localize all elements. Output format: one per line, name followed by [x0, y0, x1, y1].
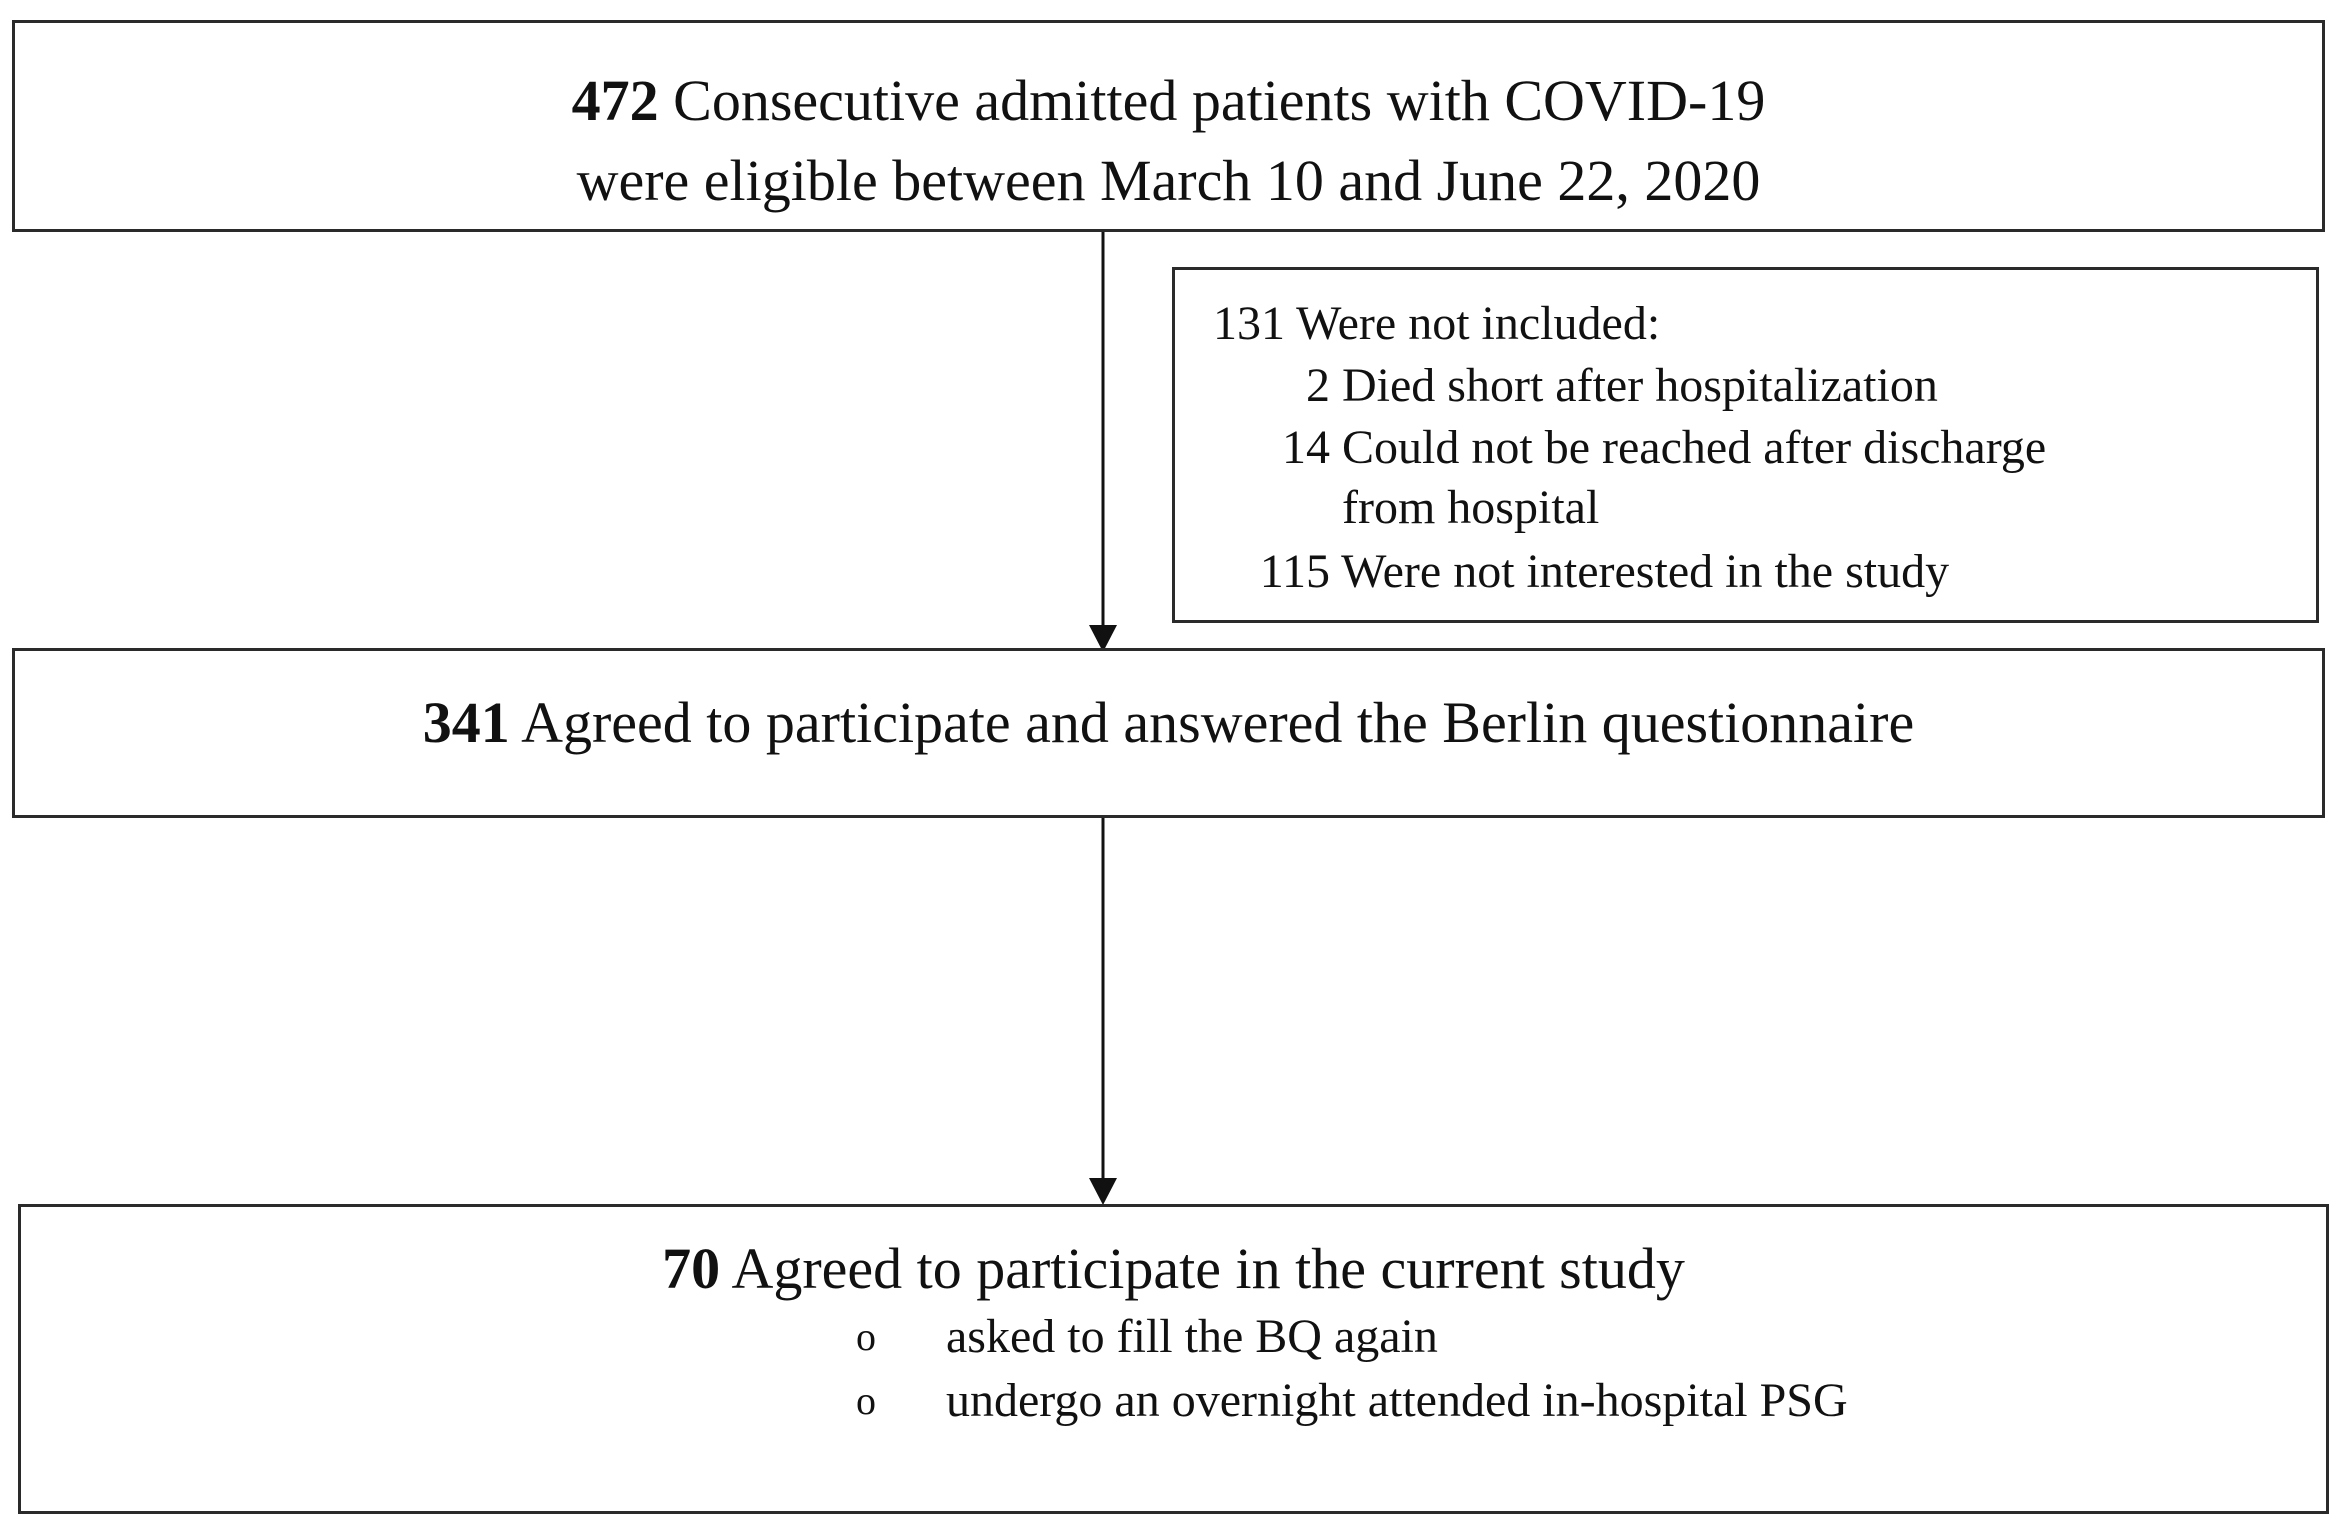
bullet-item — [21, 1305, 2326, 1369]
eligible-line-1 — [15, 61, 2322, 141]
exclusion-reason: Were not interested in the study — [1341, 545, 1950, 598]
not-included-label: Were not included: — [1296, 297, 1661, 350]
bullet-circle-icon: o — [856, 1314, 876, 1359]
exclusion-reason-continuation: from hospital — [1342, 481, 1600, 534]
exclusion-reason: Could not be reached after discharge — [1342, 421, 2047, 474]
not-included-count: 131 — [1213, 297, 1285, 350]
bullet-text: asked to fill the BQ again — [946, 1310, 1438, 1363]
agreed-count: 341 — [422, 690, 510, 755]
current-study-line — [21, 1229, 2326, 1309]
exclusion-reason: Died short after hospitalization — [1342, 359, 1938, 412]
exclusion-count: 2 — [1306, 359, 1330, 412]
exclusion-count: 115 — [1259, 545, 1330, 598]
current-study-box — [18, 1204, 2329, 1514]
eligible-count: 472 — [571, 68, 659, 133]
eligible-text-1: Consecutive admitted patients with COVID-19 — [673, 68, 1766, 133]
current-study-text: Agreed to participate in the current study — [731, 1236, 1685, 1301]
not-included-header — [1213, 294, 1660, 354]
exclusion-item — [1175, 418, 2046, 478]
bullet-item — [21, 1369, 2326, 1433]
bullet-circle-icon: o — [856, 1378, 876, 1423]
bullet-text: undergo an overnight attended in-hospital PSG — [946, 1374, 1848, 1427]
exclusion-count: 14 — [1282, 421, 1330, 474]
exclusion-item — [1175, 356, 1938, 416]
exclusion-item — [1175, 542, 1949, 602]
agreed-line — [15, 683, 2322, 763]
current-study-bullet-list — [21, 1305, 2326, 1433]
current-study-count: 70 — [662, 1236, 721, 1301]
eligible-patients-box — [12, 20, 2325, 232]
not-included-box — [1172, 267, 2319, 623]
agreed-participants-box — [12, 648, 2325, 818]
eligible-text-2: were eligible between March 10 and June 22, 2020 — [576, 148, 1761, 213]
agreed-text: Agreed to participate and answered the Berlin questionnaire — [521, 690, 1915, 755]
arrowhead-current — [1089, 1178, 1117, 1205]
